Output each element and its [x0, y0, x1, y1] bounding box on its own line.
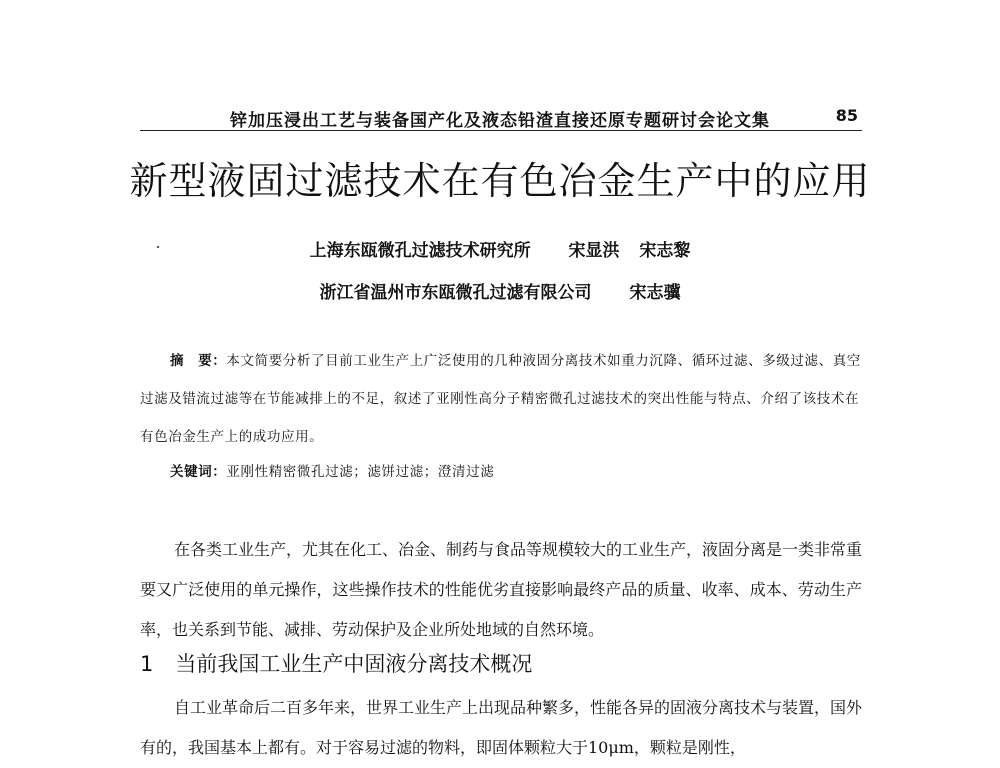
section-number: 1: [140, 652, 154, 676]
keywords: [170, 460, 494, 480]
keywords-text: 亚刚性精密微孔过滤；滤饼过滤；澄清过滤: [226, 464, 495, 480]
affiliation-org: 浙江省温州市东瓯微孔过滤有限公司: [319, 283, 592, 303]
proceedings-title: 锌加压浸出工艺与装备国产化及液态铅渣直接还原专题研讨会论文集: [230, 111, 770, 131]
abstract-label: 摘 要：: [170, 353, 227, 369]
affiliation-org: 上海东瓯微孔过滤技术研究所: [309, 241, 531, 261]
author-name: 宋志骥: [629, 283, 681, 303]
affiliation-2: [0, 278, 1000, 303]
author-name: 宋志黎: [639, 241, 691, 261]
page-number: 85: [835, 106, 858, 125]
intro-paragraph: 在各类工业生产，尤其在化工、冶金、制药与食品等规模较大的工业生产，液固分离是一类非常重要又广泛使用的单元操作，这些操作技术的性能优劣直接影响最终产品的质量、收率、成本、劳动生产率，也关系到节能、减排、劳动保护及企业所处地域的自然环境。: [140, 540, 863, 639]
keywords-label: 关键词：: [170, 464, 227, 480]
section-paragraph: 自工业革命后二百多年来，世界工业生产上出现品种繁多，性能各异的固液分离技术与装置，国外有的，我国基本上都有。对于容易过滤的物料，即固体颗粒大于10μm，颗粒是刚性，: [140, 698, 863, 757]
abstract-text: 本文简要分析了目前工业生产上广泛使用的几种液固分离技术如重力沉降、循环过滤、多级过滤、真空过滤及错流过滤等在节能减排上的不足，叙述了亚刚性高分子精密微孔过滤技术的突出性能与特点、介绍了该技术在有色冶金生产上的成功应用。: [140, 353, 861, 445]
affiliation-1: [0, 236, 1000, 261]
paper-title: 新型液固过滤技术在有色冶金生产中的应用: [129, 159, 871, 203]
section-heading: [140, 648, 532, 678]
section-title: 当前我国工业生产中固液分离技术概况: [175, 652, 533, 676]
running-header: [140, 104, 862, 131]
abstract: [140, 342, 862, 456]
author-name: 宋显洪: [568, 241, 620, 261]
